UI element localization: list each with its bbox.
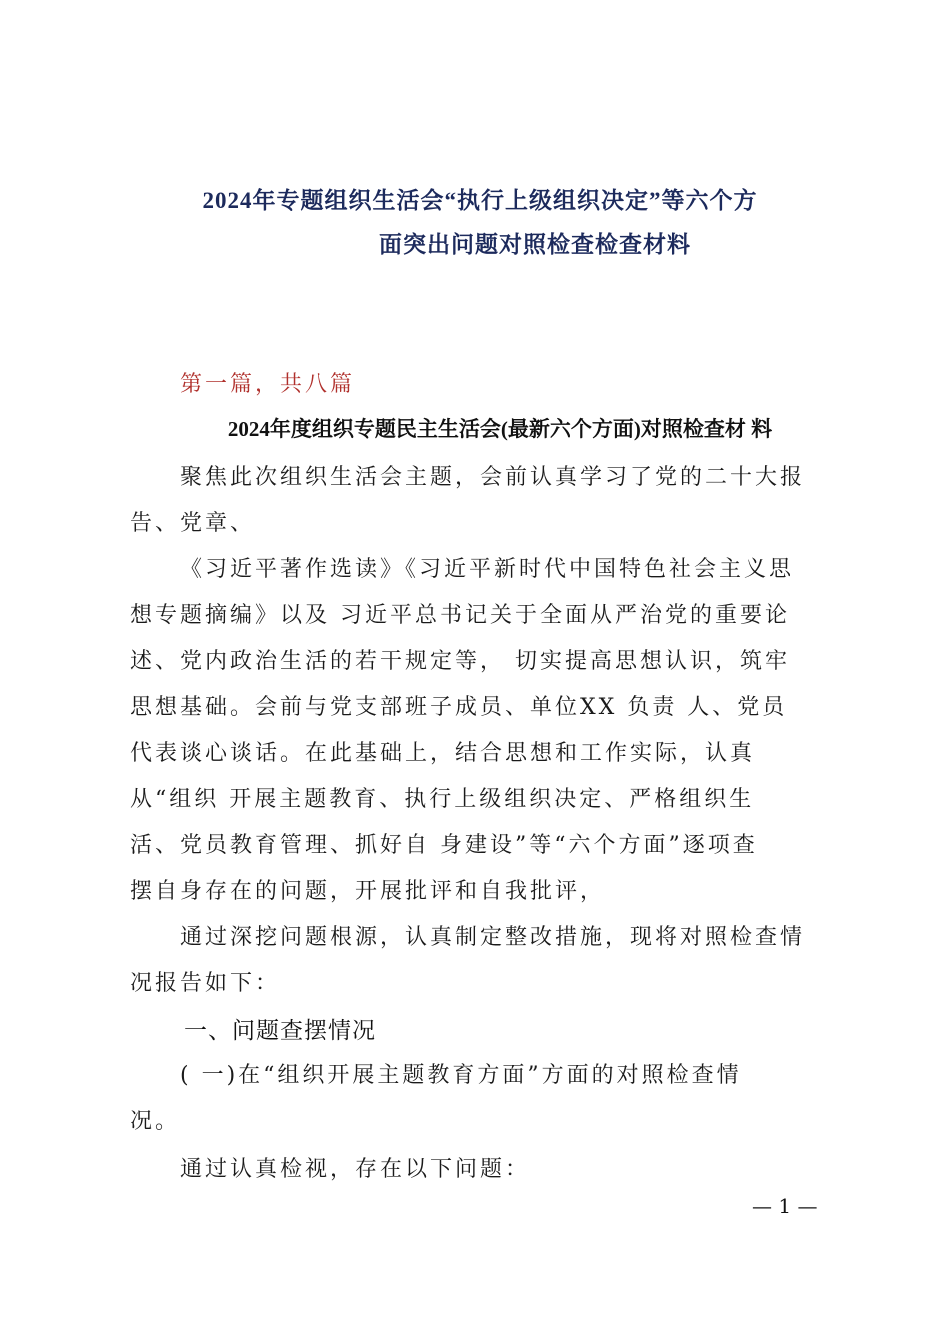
sub-section-line-2: 况。: [130, 1109, 181, 1134]
body-line-8: 从“组织 开展主题教育、执行上级组织决定、严格组织生: [130, 787, 755, 812]
body-line-2: 告、党章、: [130, 511, 256, 536]
body-line-1: 聚焦此次组织生活会主题，会前认真学习了党的二十大报: [180, 465, 806, 490]
body-line-6: 思想基础。会前与党支部班子成员、单位XX 负责 人、党员: [130, 695, 788, 720]
body-line-12: 况报告如下：: [130, 971, 281, 996]
sub-section-line-1: ( 一)在“组织开展主题教育方面”方面的对照检查情: [180, 1063, 742, 1088]
document-subtitle: 2024年度组织专题民主生活会(最新六个方面)对照检查材 料: [227, 417, 773, 441]
part-label: 第一篇，共八篇: [180, 372, 356, 397]
body-line-11: 通过深挖问题根源，认真制定整改措施，现将对照检查情: [180, 925, 806, 950]
body-line-3: 《习近平著作选读》《习近平新时代中国特色社会主义思: [180, 557, 795, 582]
document-title-line-2: 面突出问题对照检查检查材料: [379, 232, 691, 257]
closing-line: 通过认真检视，存在以下问题：: [180, 1157, 531, 1182]
document-title-line-1: 2024年专题组织生活会“执行上级组织决定”等六个方: [202, 188, 758, 213]
body-line-4: 想专题摘编》以及 习近平总书记关于全面从严治党的重要论: [130, 603, 790, 628]
section-heading: 一、问题查摆情况: [184, 1017, 376, 1043]
body-line-9: 活、党员教育管理、抓好自 身建设”等“六个方面”逐项查: [130, 833, 758, 858]
body-line-5: 述、党内政治生活的若干规定等， 切实提高思想认识，筑牢: [130, 649, 790, 674]
body-line-7: 代表谈心谈话。在此基础上，结合思想和工作实际，认真: [130, 741, 756, 766]
body-line-10: 摆自身存在的问题，开展批评和自我批评，: [130, 879, 606, 904]
page-number: — 1 —: [752, 1194, 818, 1218]
